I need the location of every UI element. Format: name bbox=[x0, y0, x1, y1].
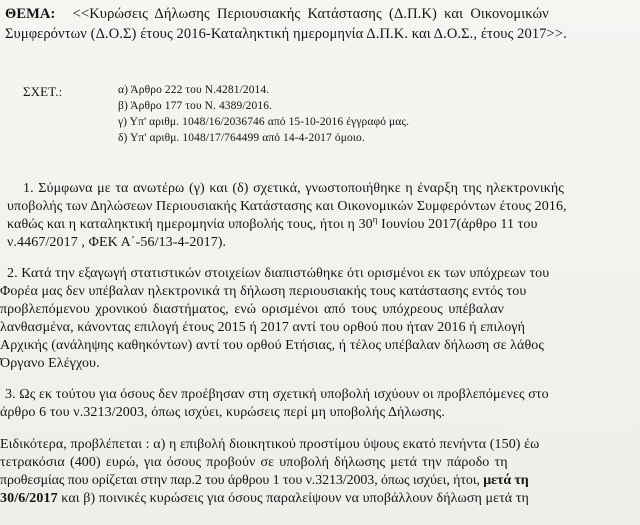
paragraph-1-line-4: ν.4467/2017 , ΦΕΚ Α΄-56/13-4-2017). bbox=[7, 235, 227, 250]
paragraph-2-line-4: λανθασμένα, κάνοντας επιλογή έτους 2015 ή 2017 αντί του ορθού που ήταν 2016 ή επιλογή bbox=[0, 320, 526, 335]
paragraph-1-line-2: υποβολής των Δηλώσεων Περιουσιακής Κατάστασης και Οικονομικών Συμφερόντων έτους 2016, bbox=[7, 199, 567, 214]
paragraph-1-line-3-start: καθώς και η καταληκτική ημερομηνία υποβολής τους, ήτοι η 30 bbox=[7, 217, 373, 232]
paragraph-3-line-2: άρθρο 6 του ν.3213/2003, όπως ισχύει, κυρώσεις περί μη υποβολής Δήλωσης. bbox=[0, 405, 445, 420]
paragraph-2-line-2: Φορέα μας δεν υπέβαλαν ηλεκτρονικά τη δήλωση περιουσιακής τους κατάστασης εντός του bbox=[0, 284, 527, 299]
paragraph-1-line-3-sup: η bbox=[372, 214, 378, 225]
paragraph-4-line-2: τετρακόσια (400) ευρώ, για όσους προβούν σε υποβολή δήλωσης μετά την πάροδο τη bbox=[0, 455, 508, 470]
paragraph-4-line-1: Ειδικότερα, προβλέπεται : α) η επιβολή διοικητικού προστίμου ύψους εκατό πενήντα (150) έω bbox=[0, 437, 540, 452]
reference-item-a: α) Άρθρο 222 του Ν.4281/2014. bbox=[118, 84, 270, 96]
paragraph-2-line-3: προβλεπόμενου χρονικού διαστήματος, ενώ ορισμένοι από τους υπόχρεους υπέβαλαν bbox=[0, 302, 504, 317]
paragraph-2-line-5: Αρχικής (ανάληψης καθηκόντων) αντί του ορθού Ετήσιας, ή τέλος υπέβαλαν δήλωση σε λάθος bbox=[0, 338, 545, 353]
paragraph-4-line-3 bbox=[0, 472, 529, 489]
subject-label: ΘΕΜΑ: bbox=[5, 6, 56, 22]
paragraph-4-line-4 bbox=[0, 490, 529, 507]
subject-line-2: Συμφερόντων (Δ.Ο.Σ) έτους 2016-Καταληκτική ημερομηνία Δ.Π.Κ. και Δ.Ο.Σ., έτους 2017>>. bbox=[5, 26, 567, 42]
paragraph-4-line-3-text: προθεσμίας που ορίζεται στην παρ.2 του άρθρου 1 του ν.3213/2003, όπως ισχύει, ήτοι, bbox=[0, 473, 484, 488]
paragraph-4-line-4-date: 30/6/2017 bbox=[0, 491, 58, 506]
paragraph-4-line-3-bold: μετά τη bbox=[483, 473, 529, 488]
subject-line-1 bbox=[5, 6, 549, 23]
paragraph-3-line-1: 3. Ως εκ τούτου για όσους δεν προέβησαν στη σχετική υποβολή ισχύουν οι προβλεπόμενες στο bbox=[5, 387, 549, 402]
paragraph-2-line-6: Όργανο Ελέγχου. bbox=[0, 356, 100, 371]
paragraph-1-line-3-end: Ιουνίου 2017(άρθρο 11 του bbox=[377, 217, 538, 232]
reference-item-c: γ) Υπ' αριθμ. 1048/16/2036746 από 15-10-2016 έγγραφό μας. bbox=[118, 116, 410, 128]
paragraph-2-line-1: 2. Κατά την εξαγωγή στατιστικών στοιχείων διαπιστώθηκε ότι ορισμένοι εκ των υπόχρεων του bbox=[7, 266, 550, 281]
references-label: ΣΧΕΤ.: bbox=[23, 84, 63, 99]
paragraph-4-line-4-text: και β) ποινικές κυρώσεις για όσους παραλείψουν να υποβάλλουν δήλωση μετά τη bbox=[57, 491, 529, 506]
paragraph-1-line-1: 1. Σύμφωνα με τα ανωτέρω (γ) και (δ) σχετικά, γνωστοποιήθηκε η έναρξη της ηλεκτρονικής bbox=[23, 181, 564, 196]
reference-item-d: δ) Υπ' αριθμ. 1048/17/764499 από 14-4-2017 όμοιο. bbox=[118, 132, 365, 144]
paragraph-1-line-3 bbox=[7, 216, 538, 233]
subject-text-1: <<Κυρώσεις Δήλωσης Περιουσιακής Κατάστασης (Δ.Π.Κ) και Οικονομικών bbox=[72, 6, 549, 22]
reference-item-b: β) Άρθρο 177 του Ν. 4389/2016. bbox=[118, 100, 273, 112]
